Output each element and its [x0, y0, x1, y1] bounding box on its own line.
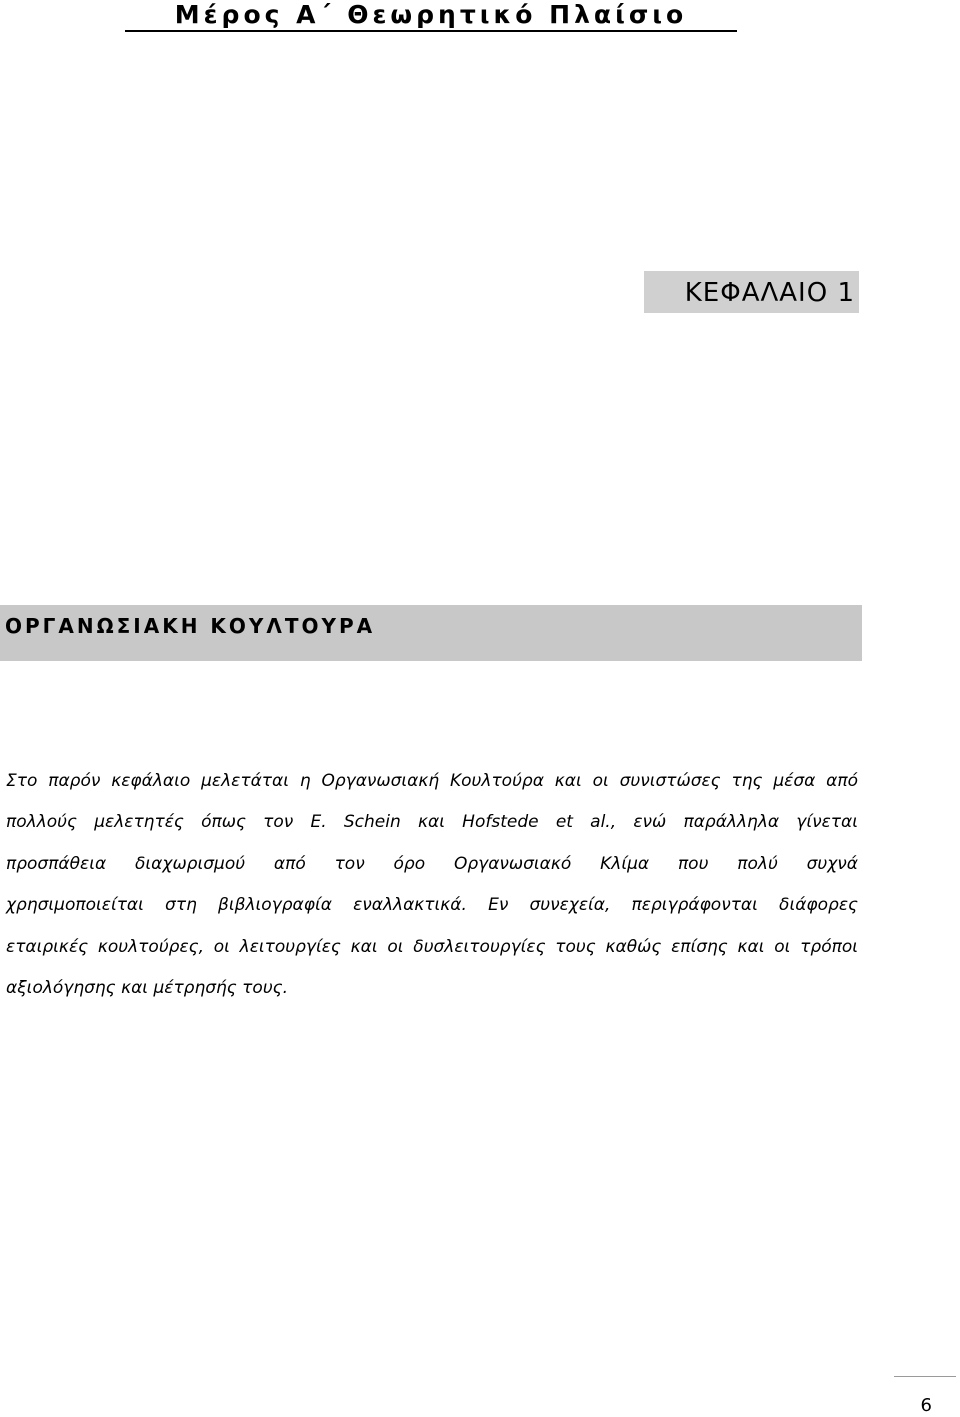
page-number: 6	[920, 1395, 932, 1416]
footer-rule	[894, 1376, 956, 1377]
body-line: προσπάθεια διαχωρισμού από τον όρο Οργανωσιακό Κλίμα που πολύ συχνά	[6, 853, 858, 874]
chapter-heading-box	[644, 271, 859, 313]
section-heading-box	[0, 605, 862, 661]
body-line-last: αξιολόγησης και μέτρησής τους.	[6, 977, 289, 998]
chapter-heading: ΚΕΦΑΛΑΙΟ 1	[684, 278, 855, 308]
body-line: χρησιμοποιείται στη βιβλιογραφία εναλλακτικά. Εν συνεχεία, περιγράφονται διάφορες	[6, 895, 858, 916]
section-heading: ΟΡΓΑΝΩΣΙΑΚΗ ΚΟΥΛΤΟΥΡΑ	[5, 614, 376, 638]
part-header-title: Μέρος Α΄ Θεωρητικό Πλαίσιο	[125, 0, 737, 32]
body-line: εταιρικές κουλτούρες, οι λειτουργίες και οι δυσλειτουργίες τους καθώς επίσης και οι τρόποι	[6, 936, 858, 957]
body-line: πολλούς μελετητές όπως τον E. Schein και Hofstede et al., ενώ παράλληλα γίνεται	[6, 812, 858, 833]
body-paragraph	[6, 767, 858, 1015]
body-line: Στο παρόν κεφάλαιο μελετάται η Οργανωσιακή Κουλτούρα και οι συνιστώσες της μέσα από	[6, 771, 858, 791]
